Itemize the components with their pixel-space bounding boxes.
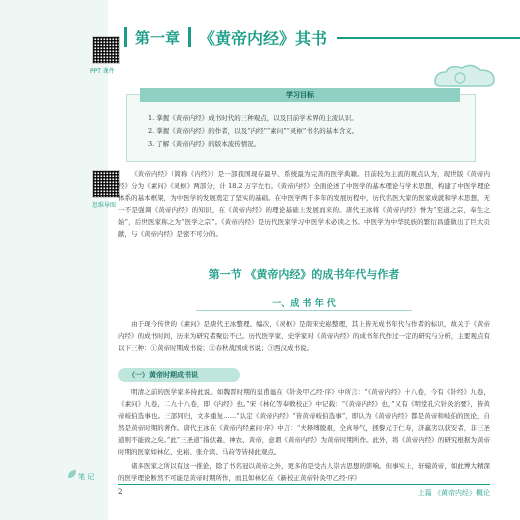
- goal-item: 1. 掌握《黄帝内经》成书时代的三种观点，以及目前学术界的主流认识。: [148, 114, 358, 122]
- page-number: 2: [118, 488, 123, 496]
- chapter-number: 第一章: [135, 28, 181, 47]
- section-paragraph-1: 由于现今传世的《素问》是唐代王冰整理、编次，《灵枢》是南宋史崧整理，其上皆无成书年代与作者的标识，故关于《黄帝内经》的成书时间，历来为研究者聚讼不已。历代医学家、史学家对《黄帝内经》的成书年代作过一定的研究与分析，主要观点有以下三种：①黄帝时期成书说；②春秋战国成书说；③西汉成书说。: [118, 320, 490, 352]
- ppt-qr-code[interactable]: [92, 36, 120, 64]
- mindmap-qr-code[interactable]: [92, 170, 120, 198]
- chapter-title: 《黄帝内经》其书: [199, 28, 328, 48]
- notes-label: 笔 记: [78, 473, 95, 481]
- chapter-header: [108, 20, 520, 54]
- chapter-heading: [114, 22, 337, 52]
- section-paragraph-2: 明清之前的医学家多持此说。如魏晋时期的皇甫谧在《针灸甲乙经·序》中所言：“《黄帝内经》十八卷，今有《针经》九卷，《素问》九卷，二九十八卷，即《内经》也。”宋《林亿等奉敕校正》中记载：“《黄帝内经》也，”又有《明堂孔穴针灸治要》，皆黄帝岐伯选事也。三部同归，文多重复……”认定《黄帝内经》“皆黄帝岐伯选事”，即认为《黄帝内经》都是黄帝和岐伯的医论，自然是黄帝时期的著作。唐代王冰在《黄帝内经素问·序》中言：“夫释缚脱艰，全真导气，拯黎元于仁寿，济羸劣以获安者，非三圣道则不能致之矣。”此“三圣道”指伏羲、神农、黄帝，意谓《黄帝内经》为黄帝时期所作。此外，将《黄帝内经》的研究根据为黄帝时期的医家如林亿、史崧、张介宾、马莳等皆持此观点。: [118, 388, 490, 456]
- subsection-title: 一、成 书 年 代: [272, 299, 336, 309]
- left-margin-band: [0, 0, 108, 520]
- topic-pill: （一）黄帝时期成书说: [118, 368, 240, 382]
- running-head: 上篇 《黄帝内经》概论: [417, 489, 490, 497]
- learning-goals-list: [148, 112, 464, 151]
- section-paragraph-3: 诸多医家之所以有这一推论，除了书名冠以黄帝之外，更多的是受古人崇古思想的影响。但事实上，轩辕黄帝，如此博大精深的医学理论断然不可能是黄帝时期所作，而且如林亿在《新校正黄帝针灸甲乙经·序》: [118, 462, 490, 482]
- subsection-rule: [196, 310, 412, 311]
- footer-rule: [118, 484, 490, 485]
- goal-item: 3. 了解《黄帝内经》的版本流传情况。: [148, 140, 261, 148]
- notes-leaf-icon: [66, 468, 78, 480]
- section-title: 第一节 《黄帝内经》的成书年代与作者: [208, 268, 400, 281]
- goal-item: 2. 掌握《黄帝内经》的作者，以及“内经”“素问”“灵枢”书名的基本含义。: [148, 127, 359, 135]
- chapter-bar-right: [188, 27, 191, 47]
- ppt-qr-label: PPT 课件: [90, 68, 115, 75]
- decorative-cloud-icon: [430, 62, 500, 88]
- intro-paragraph: 《黄帝内经》（简称《内经》）是一部我国现存最早、系统最为完善的医学典籍。目前较为主流的观点认为，现世版《黄帝内经》分为《素问》《灵枢》两部分，计 18.2 万字左右。《黄帝内经》全面论述了中医学的基本理论与学术思想，构建了中医学理论体系的基本框架，为中医学的发展奠定了坚实的基础。在中医学两千多年的发展历程中，历代名医大家的医家成就和学术思想，无一不是强调《黄帝内经》的知识，在《黄帝内经》的理论基础上发展而来的。唐代王冰将《黄帝内经》誉为“至道之宗，奉生之始”，后世医家称之为“医学之宗”。《黄帝内经》是历代医家学习中医学术必读之书。中医学为中华民族的繁衍昌盛做出了巨大贡献，与《黄帝内经》是密不可分的。: [118, 170, 490, 238]
- learning-goals-title: 学习目标: [140, 88, 460, 102]
- mindmap-qr-label: 思维导图: [92, 202, 117, 209]
- chapter-bar-left: [124, 27, 127, 47]
